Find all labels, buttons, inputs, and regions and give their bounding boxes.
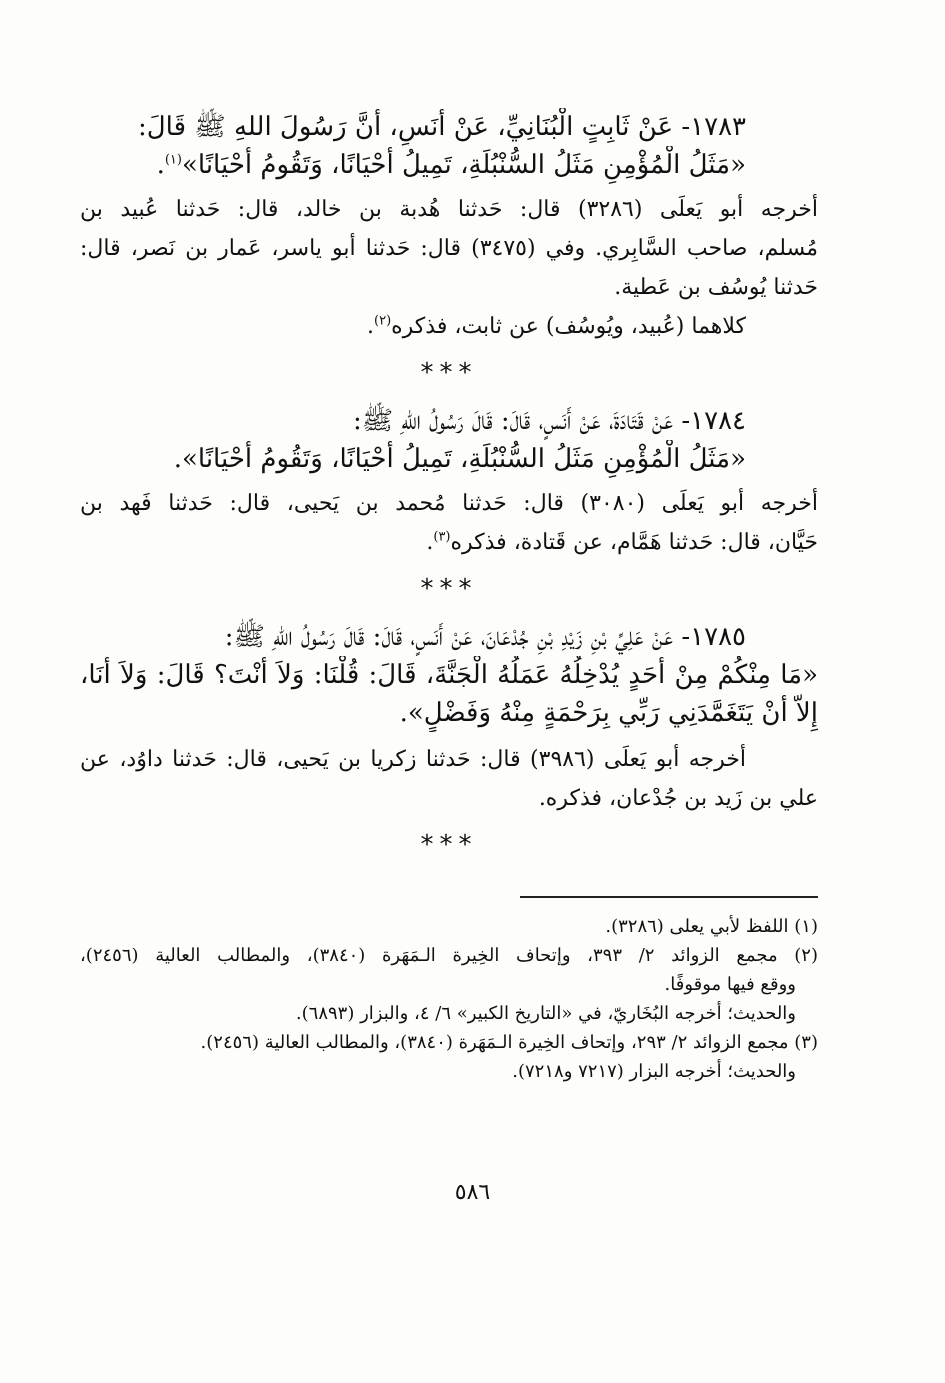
hadith-text-line: ١٧٨٤- عَنْ قَتَادَةَ، عَنْ أَنَسٍ، قَالَ: قَالَ رَسُولُ اللهِ ﷺ:: [352, 406, 746, 436]
section-separator: ***: [420, 358, 478, 388]
hadith-text: «مَثَلُ الْمُؤْمِنِ مَثَلُ السُّنْبُلَةِ، تَمِيلُ أَحْيَانًا، وَتَقُومُ أَحْيَانًا»: [181, 150, 746, 180]
footnote-3-continuation: والحديث؛ أخرجه البزار (٧٢١٧ و٧٢١٨).: [512, 1061, 796, 1082]
hadith-text-line: [80, 146, 818, 184]
chain-note-text: كلاهما (عُبيد، ويُوسُف) عن ثابت، فذكره: [391, 314, 746, 339]
takhrij-line: علي بن زَيد بن جُدْعان، فذكره.: [538, 786, 818, 811]
footnote-ref: (٢): [374, 313, 392, 329]
footnote-3: (٣) مجمع الزوائد ٢/ ٢٩٣، وإتحاف الخِيرة الـمَهَرة (٣٨٤٠)، والمطالب العالية (٢٤٥٦).: [200, 1032, 818, 1053]
section-separator: ***: [420, 574, 478, 604]
hadith-entry-1785: [80, 618, 818, 818]
footnote-ref: (١): [164, 152, 182, 168]
hadith-text-line: ١٧٨٣- عَنْ ثَابِتٍ الْبُنَانِيِّ، عَنْ أَنَسٍ، أَنَّ رَسُولَ اللهِ ﷺ قَالَ:: [138, 112, 746, 142]
hadith-entry-1784: [80, 402, 818, 562]
footnote-2-continuation: ووقع فيها موقوفًا.: [664, 974, 796, 995]
punctuation: .: [367, 314, 374, 339]
footnote-divider: [520, 896, 818, 898]
hadith-text-line: إِلاَّ أَنْ يَتَغَمَّدَنِي رَبِّي بِرَحْمَةٍ مِنْهُ وَفَضْلٍ».: [399, 698, 818, 728]
footnote-1: (١) اللفظ لأبي يعلى (٣٢٨٦).: [605, 916, 818, 937]
footnote-ref: (٣): [433, 529, 451, 545]
page-content: [80, 108, 818, 1328]
hadith-entry-1783: [80, 108, 818, 346]
footnotes: [80, 912, 818, 1086]
section-separator: ***: [420, 830, 478, 860]
takhrij-line: أخرجه أبو يَعلَى (٣٠٨٠) قال: حَدثنا مُحمد بن يَحيى، قال: حَدثنا فَهد بن: [80, 491, 818, 516]
takhrij-line: [80, 523, 818, 562]
footnote-2-hadith-note: والحديث؛ أخرجه البُخَاريّ، في «التاريخ الكبير» ٦/ ٤، والبزار (٦٨٩٣).: [295, 1003, 796, 1024]
hadith-text-line: ١٧٨٥- عَنْ عَلِيِّ بْنِ زَيْدِ بْنِ جُدْعَانَ، عَنْ أَنَسٍ، قَالَ: قَالَ رَسُولُ اللهِ ﷺ:: [224, 622, 746, 652]
punctuation: .: [426, 530, 434, 555]
takhrij-line: أخرجه أبو يَعلَى (٣٢٨٦) قال: حَدثنا هُدبة بن خالد، قال: حَدثنا عُبيد بن: [80, 197, 818, 222]
hadith-text-line: «مَا مِنْكُمْ مِنْ أَحَدٍ يُدْخِلُهُ عَمَلُهُ الْجَنَّةَ، قَالَ: قُلْنَا: وَلاَ أَنْتَ؟ قَالَ: وَلاَ أَنَا،: [80, 660, 818, 690]
chain-note: [80, 307, 818, 346]
takhrij-text: حَيَّان، قال: حَدثنا هَمَّام، عن قَتادة، فذكره: [450, 530, 818, 555]
takhrij-line: أخرجه أبو يَعلَى (٣٩٨٦) قال: حَدثنا زكريا بن يَحيى، قال: حَدثنا داوُد، عن: [80, 747, 746, 772]
takhrij-line: مُسلم، صاحب السَّابِري. وفي (٣٤٧٥) قال: حَدثنا أبو ياسر، عَمار بن نَصر، قال:: [80, 236, 818, 261]
footnote-2: (٢) مجمع الزوائد ٢/ ٣٩٣، وإتحاف الخِيرة الـمَهَرة (٣٨٤٠)، والمطالب العالية (٢٤٥٦)،: [80, 945, 818, 966]
page-number: ٥٨٦: [454, 1180, 491, 1205]
punctuation: .: [156, 150, 165, 180]
hadith-text-line: «مَثَلُ الْمُؤْمِنِ مَثَلُ السُّنْبُلَةِ، تَمِيلُ أَحْيَانًا، وَتَقُومُ أَحْيَانًا».: [173, 444, 746, 474]
takhrij-line: حَدثنا يُوسُف بن عَطية.: [614, 275, 818, 300]
